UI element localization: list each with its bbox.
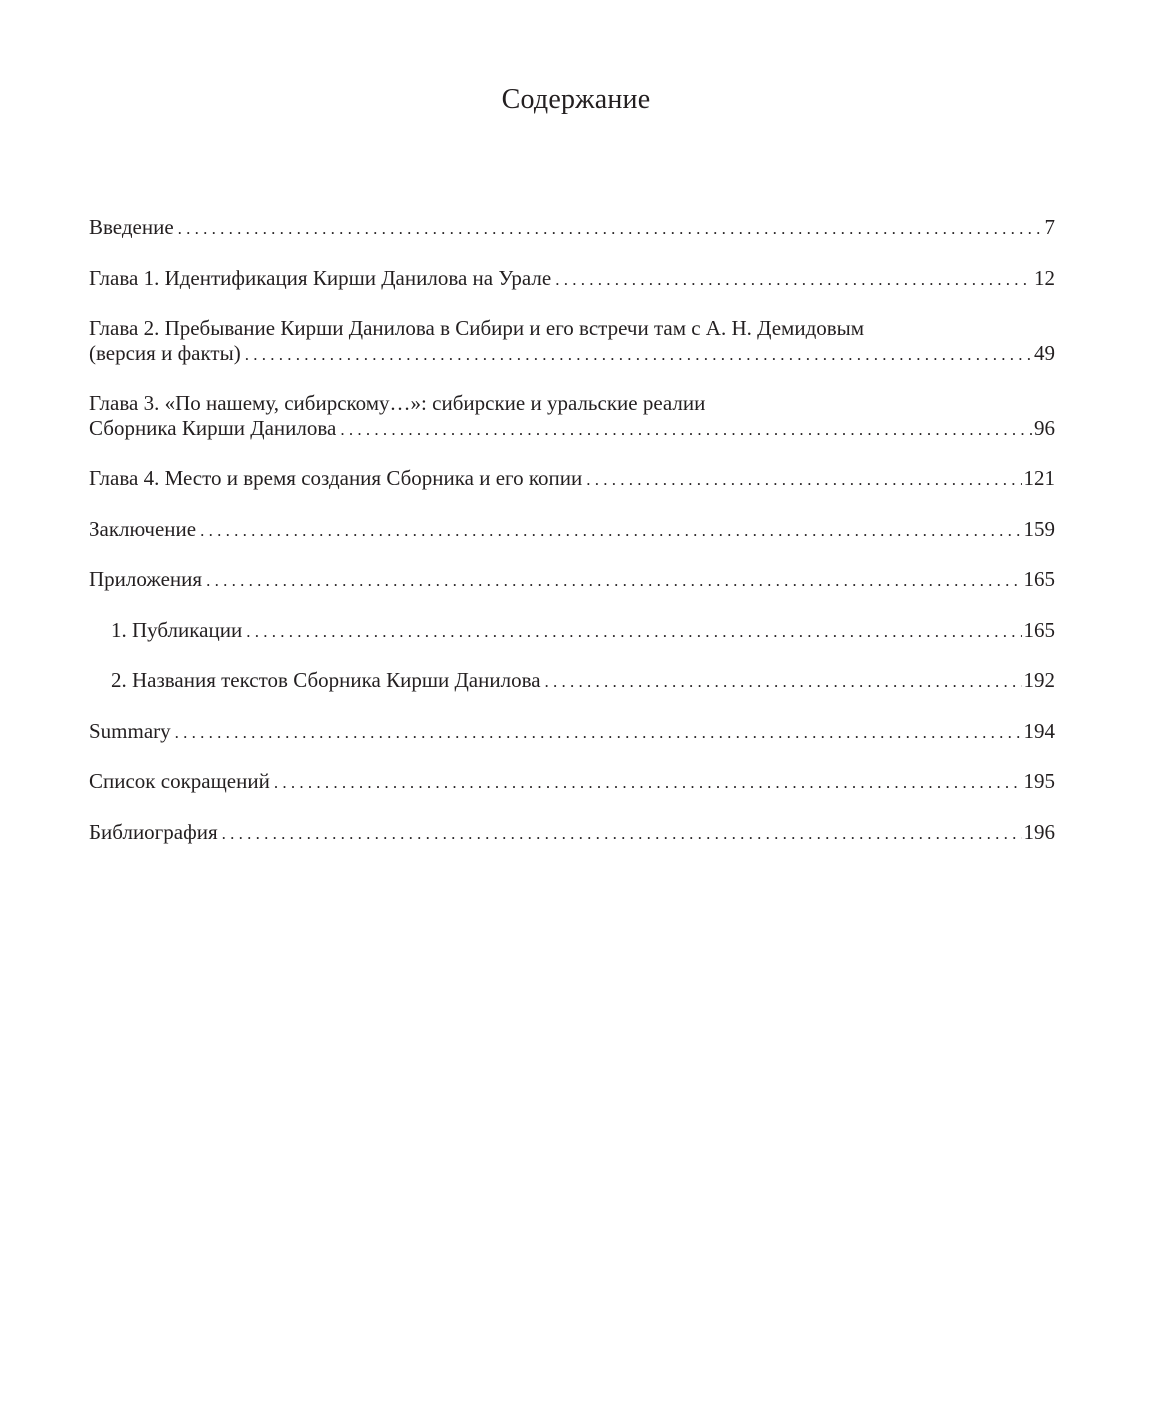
toc-entry-label: Введение xyxy=(89,215,174,239)
toc-page-number: 196 xyxy=(1023,819,1055,844)
toc-line xyxy=(89,517,1055,544)
toc-entry-label: Библиография xyxy=(89,819,218,844)
toc-entry-label: Глава 4. Место и время создания Сборника и его копии xyxy=(89,466,583,490)
table-of-contents xyxy=(89,215,1055,870)
toc-entry-bibliography[interactable] xyxy=(89,820,1055,847)
toc-page-number: 121 xyxy=(1023,466,1055,490)
toc-entry-summary[interactable] xyxy=(89,719,1055,746)
toc-line xyxy=(111,668,1055,695)
dot-leader xyxy=(178,217,1043,242)
toc-page-number: 159 xyxy=(1023,516,1055,541)
toc-line xyxy=(111,618,1055,645)
toc-page-number: 192 xyxy=(1023,668,1055,692)
dot-leader xyxy=(274,771,1022,796)
toc-entry-abbreviations[interactable] xyxy=(89,769,1055,796)
toc-entry-conclusion[interactable] xyxy=(89,517,1055,544)
toc-entry-chapter-1[interactable] xyxy=(89,266,1055,293)
toc-line xyxy=(89,266,1055,293)
toc-page-number: 195 xyxy=(1023,769,1055,793)
toc-page-number: 12 xyxy=(1034,265,1055,290)
toc-line xyxy=(89,416,1055,443)
toc-line xyxy=(89,215,1055,242)
toc-entry-label-first-line: Глава 2. Пребывание Кирши Данилова в Сибири и его встречи там с А. Н. Демидовым xyxy=(89,316,865,340)
dot-leader xyxy=(200,519,1021,544)
dot-leader xyxy=(245,343,1032,368)
toc-line xyxy=(89,820,1055,847)
dot-leader xyxy=(340,418,1032,443)
dot-leader xyxy=(175,721,1022,746)
toc-page-number: 165 xyxy=(1023,567,1055,591)
toc-entry-label: Заключение xyxy=(89,516,197,541)
toc-entry-label: 1. Публикации xyxy=(111,617,243,642)
toc-entry-chapter-3[interactable] xyxy=(89,391,1055,442)
dot-leader xyxy=(206,569,1021,594)
toc-line xyxy=(89,719,1055,746)
toc-entry-label: 2. Названия текстов Сборника Кирши Данилова xyxy=(111,668,541,692)
toc-line xyxy=(89,341,1055,368)
toc-line xyxy=(89,567,1055,594)
toc-entry-label: (версия и факты) xyxy=(89,340,241,365)
dot-leader xyxy=(222,822,1022,847)
toc-entry-label-first-line: Глава 3. «По нашему, сибирскому…»: сибирские и уральские реалии xyxy=(89,391,706,415)
toc-entry-appendices[interactable] xyxy=(89,567,1055,594)
dot-leader xyxy=(246,620,1021,645)
toc-page-number: 165 xyxy=(1023,617,1055,642)
toc-entry-introduction[interactable] xyxy=(89,215,1055,242)
toc-entry-chapter-2[interactable] xyxy=(89,316,1055,367)
dot-leader xyxy=(545,670,1022,695)
dot-leader xyxy=(586,468,1021,493)
toc-entry-label: Список сокращений xyxy=(89,769,270,793)
toc-entry-label: Приложения xyxy=(89,567,203,591)
toc-line xyxy=(89,466,1055,493)
page-title: Содержание xyxy=(501,84,651,115)
toc-page-number: 96 xyxy=(1034,415,1055,440)
dot-leader xyxy=(555,268,1032,293)
toc-entry-label: Summary xyxy=(89,718,171,743)
toc-entry-label: Глава 1. Идентификация Кирши Данилова на Урале xyxy=(89,265,552,290)
toc-entry-appendix-1[interactable] xyxy=(89,618,1055,645)
toc-page-number: 7 xyxy=(1044,215,1055,239)
toc-line xyxy=(89,769,1055,796)
toc-page-number: 194 xyxy=(1023,718,1055,743)
toc-page-number: 49 xyxy=(1034,340,1055,365)
toc-entry-label: Сборника Кирши Данилова xyxy=(89,415,337,440)
toc-entry-appendix-2[interactable] xyxy=(89,668,1055,695)
toc-entry-chapter-4[interactable] xyxy=(89,466,1055,493)
